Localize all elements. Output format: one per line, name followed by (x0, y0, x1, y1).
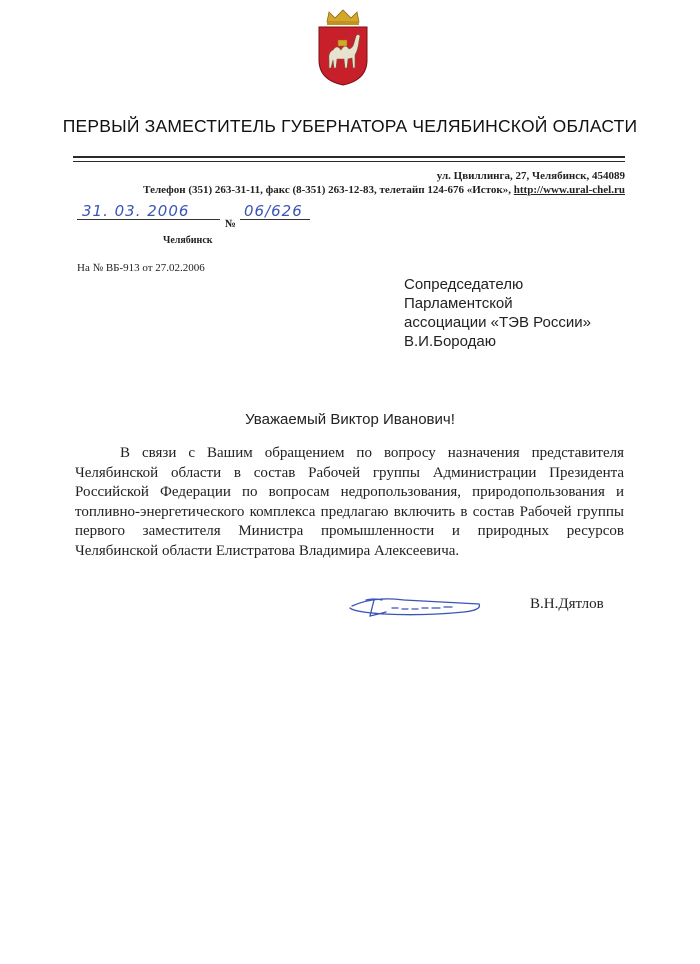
recipient-line: Парламентской (404, 295, 513, 312)
header-divider-thick (73, 156, 625, 158)
handwritten-number: 06/626 (244, 202, 303, 220)
recipient-line: Сопредседателю (404, 276, 524, 293)
organization-title: ПЕРВЫЙ ЗАМЕСТИТЕЛЬ ГУБЕРНАТОРА ЧЕЛЯБИНСКОЙ ОБЛАСТИ (62, 116, 638, 136)
salutation: Уважаемый Виктор Иванович! (245, 411, 455, 428)
recipient-block (404, 275, 591, 351)
signer-name: В.Н.Дятлов (530, 596, 604, 612)
reference-number: На № ВБ-913 от 27.02.2006 (77, 262, 205, 274)
coat-of-arms-icon (315, 8, 371, 86)
document-city: Челябинск (163, 235, 213, 246)
crown-band (327, 21, 359, 25)
website-link[interactable]: http://www.ural-chel.ru (513, 184, 625, 196)
organization-address: ул. Цвиллинга, 27, Челябинск, 454089 (436, 170, 625, 182)
recipient-line: В.И.Бородаю (404, 333, 497, 350)
crown-shape (327, 10, 359, 22)
organization-contacts (143, 184, 625, 196)
handwritten-signature (344, 592, 484, 622)
letter-body: В связи с Вашим обращением по вопросу назначения представителя Челябинской области в состав Рабочей группы Администрации Президента Российской Федерации по вопросам недропользования, природопользования и топливно-энергетического комплекса предлагаю включить в состав Рабочей группы первого заместителя Министра промышленности и природных ресурсов Челябинской области Елистратова Владимира Алексеевича. (75, 445, 624, 559)
contact-phones: Телефон (351) 263-31-11, факс (8-351) 263-12-83, телетайп 124-676 «Исток», (143, 184, 514, 196)
recipient-line: ассоциации «ТЭВ России» (404, 314, 591, 331)
number-sign: № (225, 218, 237, 230)
camel-pack (338, 40, 347, 46)
handwritten-date: 31. 03. 2006 (82, 202, 190, 220)
header-divider-thin (73, 161, 625, 162)
